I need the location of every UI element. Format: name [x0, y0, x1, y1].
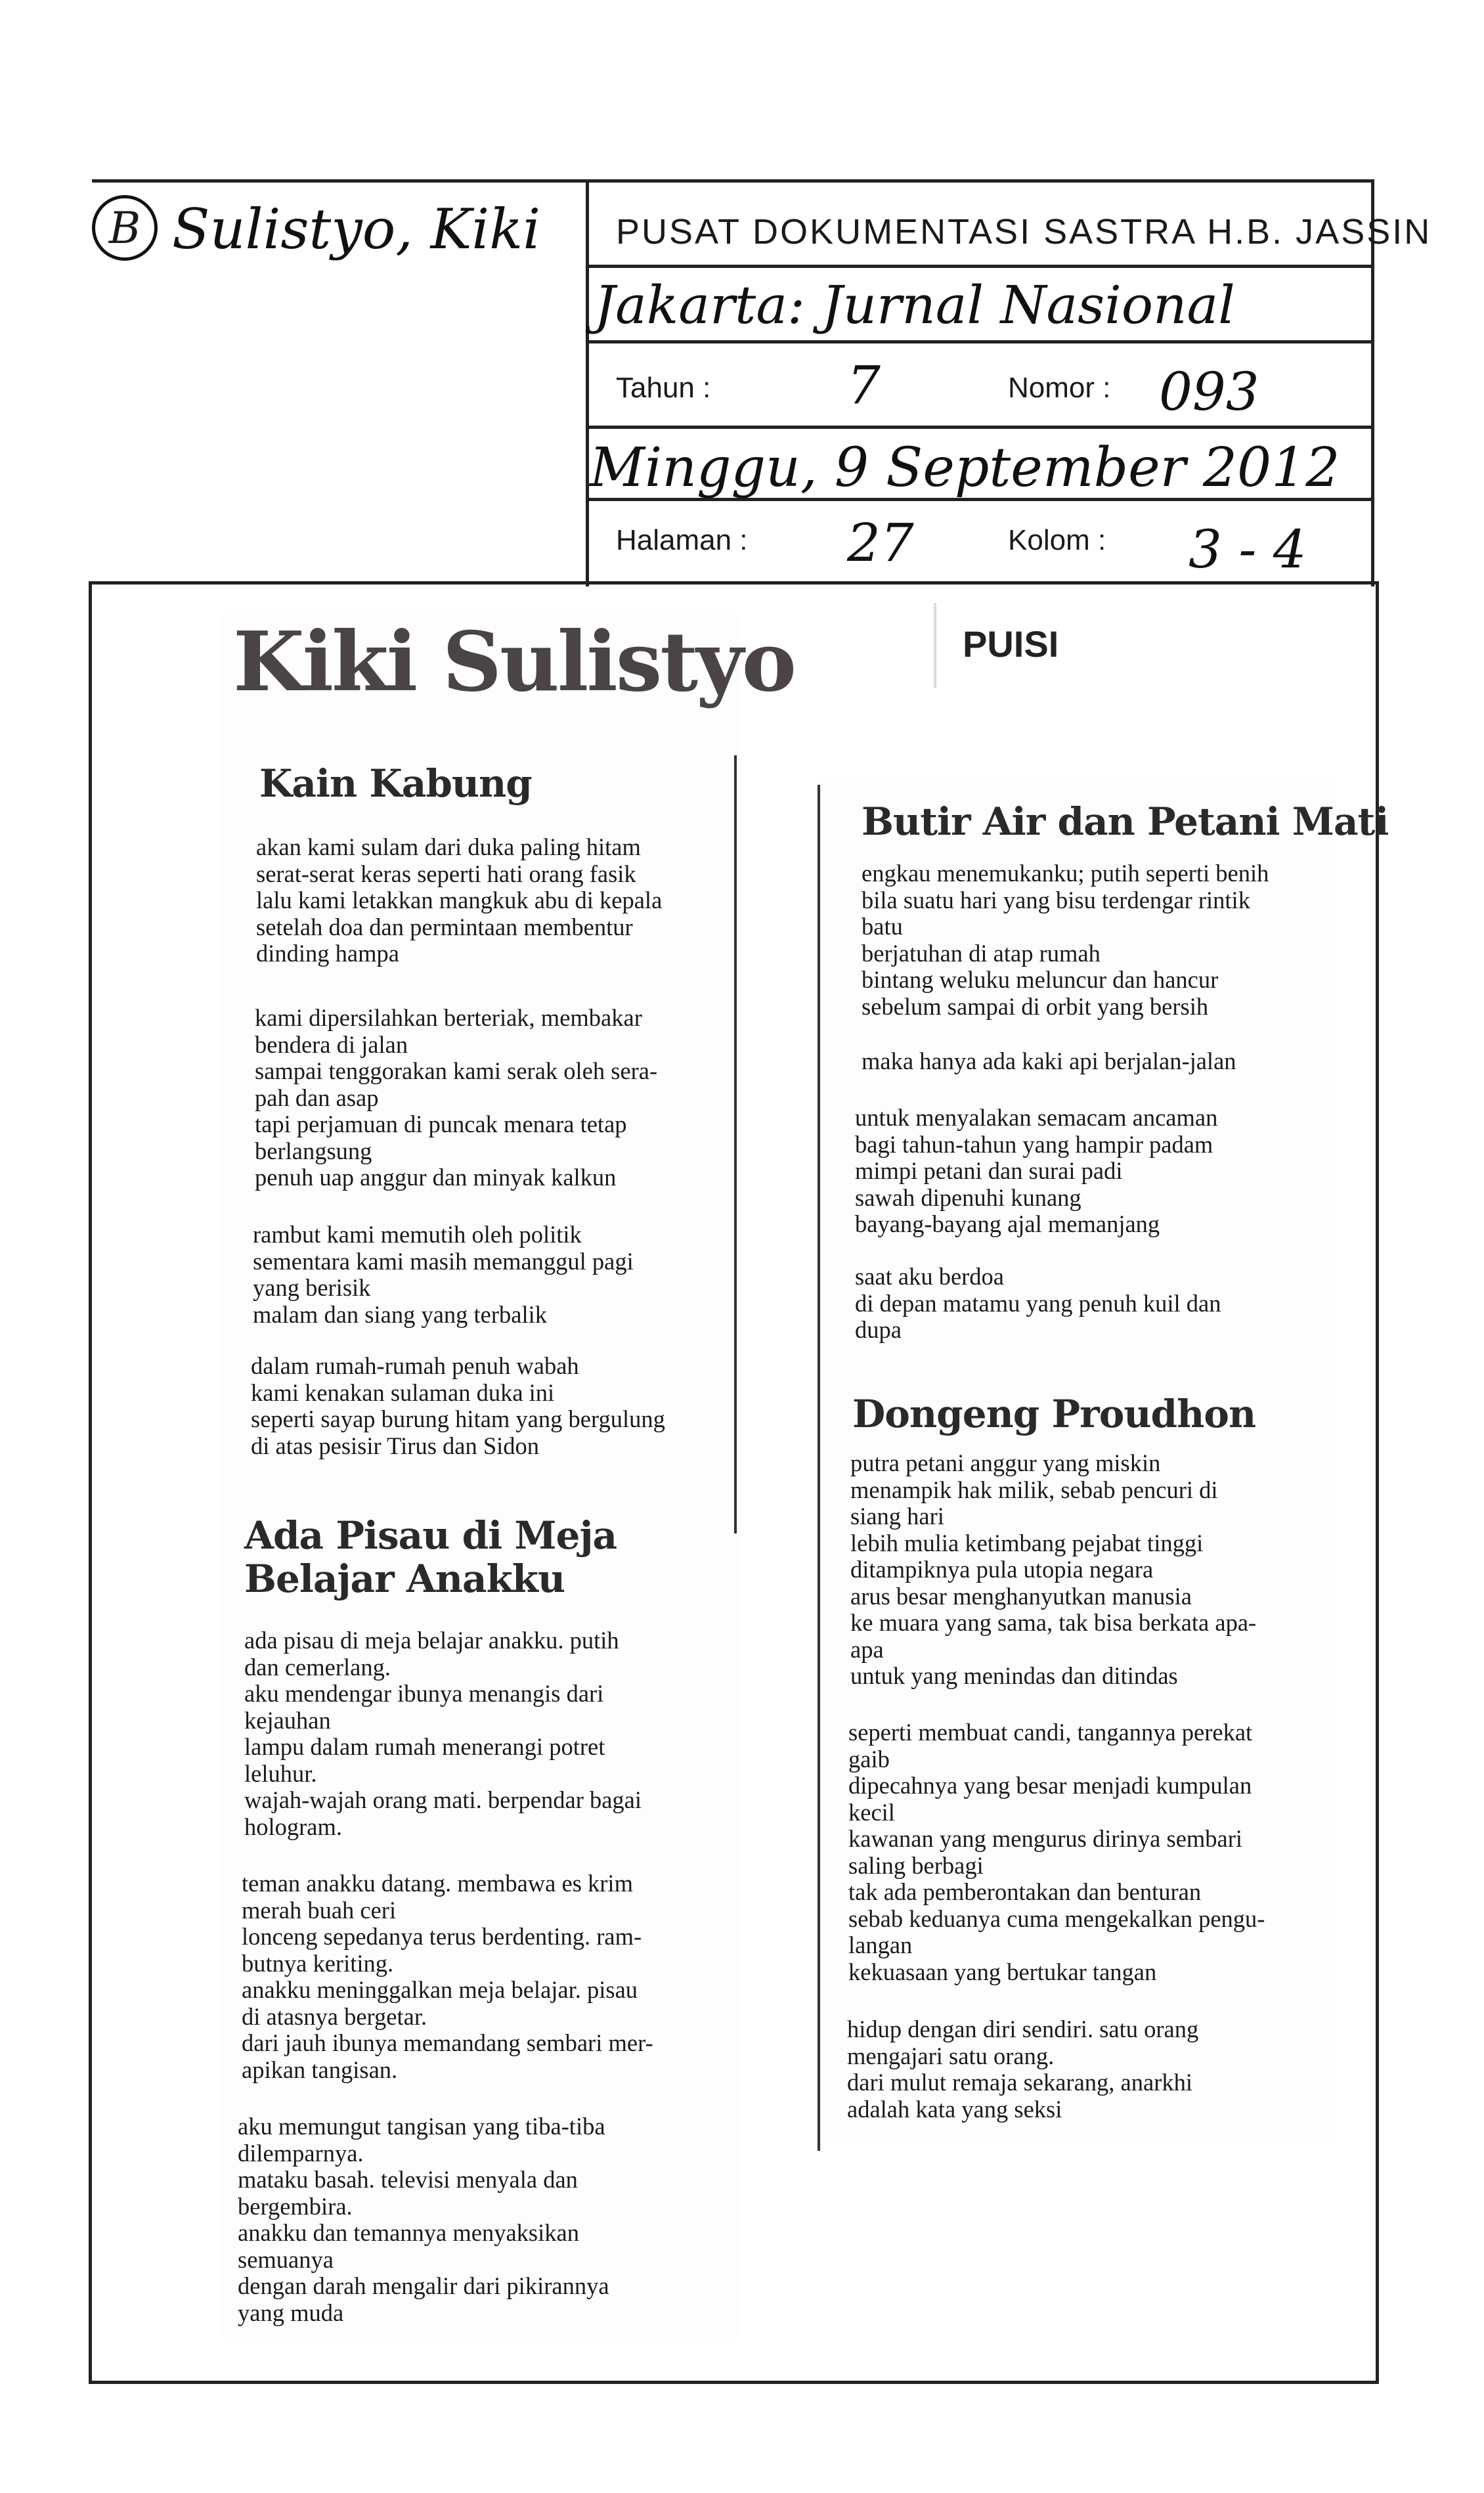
poem-line: kami kenakan sulaman duka ini	[251, 1379, 555, 1406]
stanza	[848, 1719, 1265, 1985]
column-rule	[734, 755, 737, 1533]
stanza	[855, 1105, 1217, 1238]
poem-line: leluhur.	[244, 1759, 317, 1787]
poem-line: siang hari	[850, 1503, 944, 1530]
poem-line: bendera di jalan	[255, 1030, 408, 1058]
poem-line: bagi tahun-tahun yang hampir padam	[855, 1130, 1213, 1158]
header-row-line	[586, 265, 1374, 268]
poem-line: dupa	[855, 1316, 902, 1343]
poem-line: seperti sayap burung hitam yang bergulung	[251, 1405, 665, 1432]
poem-line: ada pisau di meja belajar anakku. putih	[244, 1627, 619, 1654]
poem-line: kekuasaan yang bertukar tangan	[848, 1958, 1157, 1985]
header-row-line	[586, 426, 1374, 429]
poem-line: putra petani anggur yang miskin	[850, 1449, 1161, 1476]
poem-line: teman anakku datang. membawa es krim	[242, 1870, 633, 1897]
poem-line: kecil	[848, 1798, 895, 1826]
poem-line: butnya keriting.	[242, 1949, 394, 1977]
poem-line: sawah dipenuhi kunang	[855, 1183, 1081, 1211]
poem-line: engkau menemukanku; putih seperti benih	[862, 860, 1269, 887]
poem-title	[244, 1514, 617, 1600]
poem-line: berlangsung	[255, 1137, 372, 1164]
poem-line: di atas pesisir Tirus dan Sidon	[251, 1432, 540, 1459]
poem-line: ke muara yang sama, tak bisa berkata apa-	[850, 1609, 1257, 1636]
poem-line: untuk yang menindas dan ditindas	[850, 1662, 1178, 1689]
poem-line: arus besar menghanyutkan manusia	[850, 1582, 1192, 1610]
column-rule	[818, 785, 820, 2151]
poem-line: mengajari satu orang.	[847, 2042, 1055, 2069]
poem-title	[852, 1392, 1255, 1436]
stanza	[253, 1222, 634, 1328]
author-handwritten: Sulistyo, Kiki	[172, 197, 541, 261]
poem-line: setelah doa dan permintaan membentur	[256, 913, 633, 940]
poem-line: dalam rumah-rumah penuh wabah	[251, 1352, 579, 1379]
poem-line: sementara kami masih memanggul pagi	[253, 1247, 634, 1275]
poem-title-line: Dongeng Proudhon	[852, 1392, 1256, 1436]
poem-line: sebab keduanya cuma mengekalkan pengu-	[848, 1905, 1265, 1932]
institution-title: PUSAT DOKUMENTASI SASTRA H.B. JASSIN	[616, 212, 1432, 252]
poem-line: mataku basah. televisi menyala dan	[238, 2166, 578, 2193]
poem-title	[259, 762, 532, 805]
publisher-handwritten: Jakarta: Jurnal Nasional	[594, 275, 1235, 336]
poem-line: lebih mulia ketimbang pejabat tinggi	[850, 1529, 1204, 1556]
poem-line: adalah kata yang seksi	[847, 2095, 1062, 2123]
poem-line: anakku dan temannya menyaksikan	[238, 2219, 579, 2246]
poem-line: tapi perjamuan di puncak menara tetap	[255, 1111, 627, 1137]
poem-line: hologram.	[244, 1813, 343, 1840]
poem-line: saling berbagi	[848, 1851, 984, 1879]
poem-line: tak ada pemberontakan dan benturan	[848, 1878, 1202, 1905]
poem-line: kami dipersilahkan berteriak, membakar	[255, 1004, 642, 1031]
poem-line: maka hanya ada kaki api berjalan-jalan	[862, 1048, 1236, 1074]
stanza	[251, 1353, 665, 1459]
poem-line: berjatuhan di atap rumah	[862, 939, 1101, 967]
poem-line: kawanan yang mengurus dirinya sembari	[848, 1825, 1243, 1852]
poem-line: serat-serat keras seperti hati orang fasik	[256, 860, 636, 887]
poem-line: kejauhan	[244, 1706, 331, 1734]
poem-line: apa	[850, 1635, 884, 1663]
poem-line: rambut kami memutih oleh politik	[253, 1221, 582, 1248]
poem-line: bintang weluku meluncur dan hancur	[862, 966, 1219, 993]
poem-line: merah buah ceri	[242, 1896, 397, 1924]
poem-line: sebelum sampai di orbit yang bersih	[862, 992, 1209, 1020]
poem-line: dengan darah mengalir dari pikirannya	[238, 2272, 609, 2299]
poem-line: dan cemerlang.	[244, 1653, 391, 1681]
poem-line: anakku meninggalkan meja belajar. pisau	[242, 1976, 638, 2003]
poem-line: malam dan siang yang terbalik	[253, 1300, 547, 1328]
poem-line: untuk menyalakan semacam ancaman	[855, 1104, 1218, 1131]
poem-line: lampu dalam rumah menerangi potret	[244, 1733, 605, 1760]
poem-title-line: Butir Air dan Petani Mati	[862, 799, 1389, 844]
poem-title-line: Ada Pisau di Meja	[244, 1513, 617, 1558]
poem-line: menampik hak milik, sebab pencuri di	[850, 1476, 1218, 1503]
nomor-value: 093	[1159, 361, 1259, 422]
poem-line: wajah-wajah orang mati. berpendar bagai	[244, 1786, 642, 1813]
poem-title	[862, 800, 1388, 843]
stanza	[862, 860, 1269, 1020]
poem-line: lalu kami letakkan mangkuk abu di kepala	[256, 887, 663, 914]
halaman-label: Halaman :	[616, 524, 748, 556]
poem-line: bila suatu hari yang bisu terdengar rintik	[862, 886, 1250, 914]
stanza	[847, 2016, 1198, 2123]
stanza	[850, 1450, 1256, 1690]
header-divider	[586, 183, 589, 586]
poem-line: semuanya	[238, 2245, 334, 2273]
poem-line: saat aku berdoa	[855, 1263, 1005, 1290]
stanza	[255, 1005, 657, 1191]
nomor-label: Nomor :	[1008, 372, 1111, 404]
poem-line: akan kami sulam dari duka paling hitam	[256, 833, 641, 860]
poem-line: di atasnya bergetar.	[242, 2002, 427, 2030]
poem-line: penuh uap anggur dan minyak kalkun	[255, 1164, 617, 1191]
poem-line: yang berisik	[253, 1274, 371, 1301]
poem-line: apikan tangisan.	[242, 2056, 398, 2083]
header-row-line	[586, 340, 1374, 343]
tahun-label: Tahun :	[616, 372, 711, 404]
poem-line: mimpi petani dan surai padi	[855, 1157, 1123, 1184]
poem-line: bergembira.	[238, 2192, 353, 2220]
poem-line: seperti membuat candi, tangannya perekat	[848, 1719, 1253, 1746]
stanza	[256, 834, 662, 967]
poem-line: sampai tenggorakan kami serak oleh sera-	[255, 1057, 658, 1084]
poem-line: gaib	[848, 1745, 890, 1773]
poem-title-line: Kain Kabung	[259, 761, 532, 806]
poem-line: di depan matamu yang penuh kuil dan	[855, 1289, 1221, 1317]
poem-line: lonceng sepedanya terus berdenting. ram-	[242, 1923, 642, 1950]
poem-line: bayang-bayang ajal memanjang	[855, 1210, 1160, 1237]
poem-line: ditampiknya pula utopia negara	[850, 1556, 1154, 1583]
stanza	[244, 1627, 642, 1840]
poem-title-line: Belajar Anakku	[244, 1556, 565, 1601]
catalog-mark: B	[92, 195, 158, 261]
poem-line: hidup dengan diri sendiri. satu orang	[847, 2016, 1199, 2042]
poem-line: batu	[862, 913, 903, 940]
poem-line: dilemparnya.	[238, 2139, 364, 2167]
poem-line: dari mulut remaja sekarang, anarkhi	[847, 2069, 1192, 2096]
poem-line: yang muda	[238, 2299, 344, 2326]
author-byline: Kiki Sulistyo	[233, 614, 795, 710]
tahun-value: 7	[847, 355, 881, 416]
poem-line: aku mendengar ibunya menangis dari	[244, 1680, 604, 1707]
stanza	[238, 2113, 609, 2326]
rubric-box	[934, 603, 1144, 688]
halaman-value: 27	[847, 512, 914, 573]
poem-line: pah dan asap	[255, 1084, 379, 1111]
kolom-label: Kolom :	[1008, 524, 1106, 556]
poem-line: dipecahnya yang besar menjadi kumpulan	[848, 1772, 1252, 1799]
kolom-value: 3 - 4	[1189, 519, 1307, 580]
poem-line: dari jauh ibunya memandang sembari mer-	[242, 2029, 653, 2056]
stanza	[862, 1048, 1236, 1075]
date-handwritten: Minggu, 9 September 2012	[590, 437, 1340, 499]
poem-line: dinding hampa	[256, 940, 399, 967]
rubric-label: PUISI	[963, 623, 1059, 665]
poem-line: langan	[848, 1931, 913, 1958]
stanza	[242, 1870, 653, 2083]
poem-line: aku memungut tangisan yang tiba-tiba	[238, 2113, 605, 2140]
stanza	[855, 1264, 1221, 1344]
